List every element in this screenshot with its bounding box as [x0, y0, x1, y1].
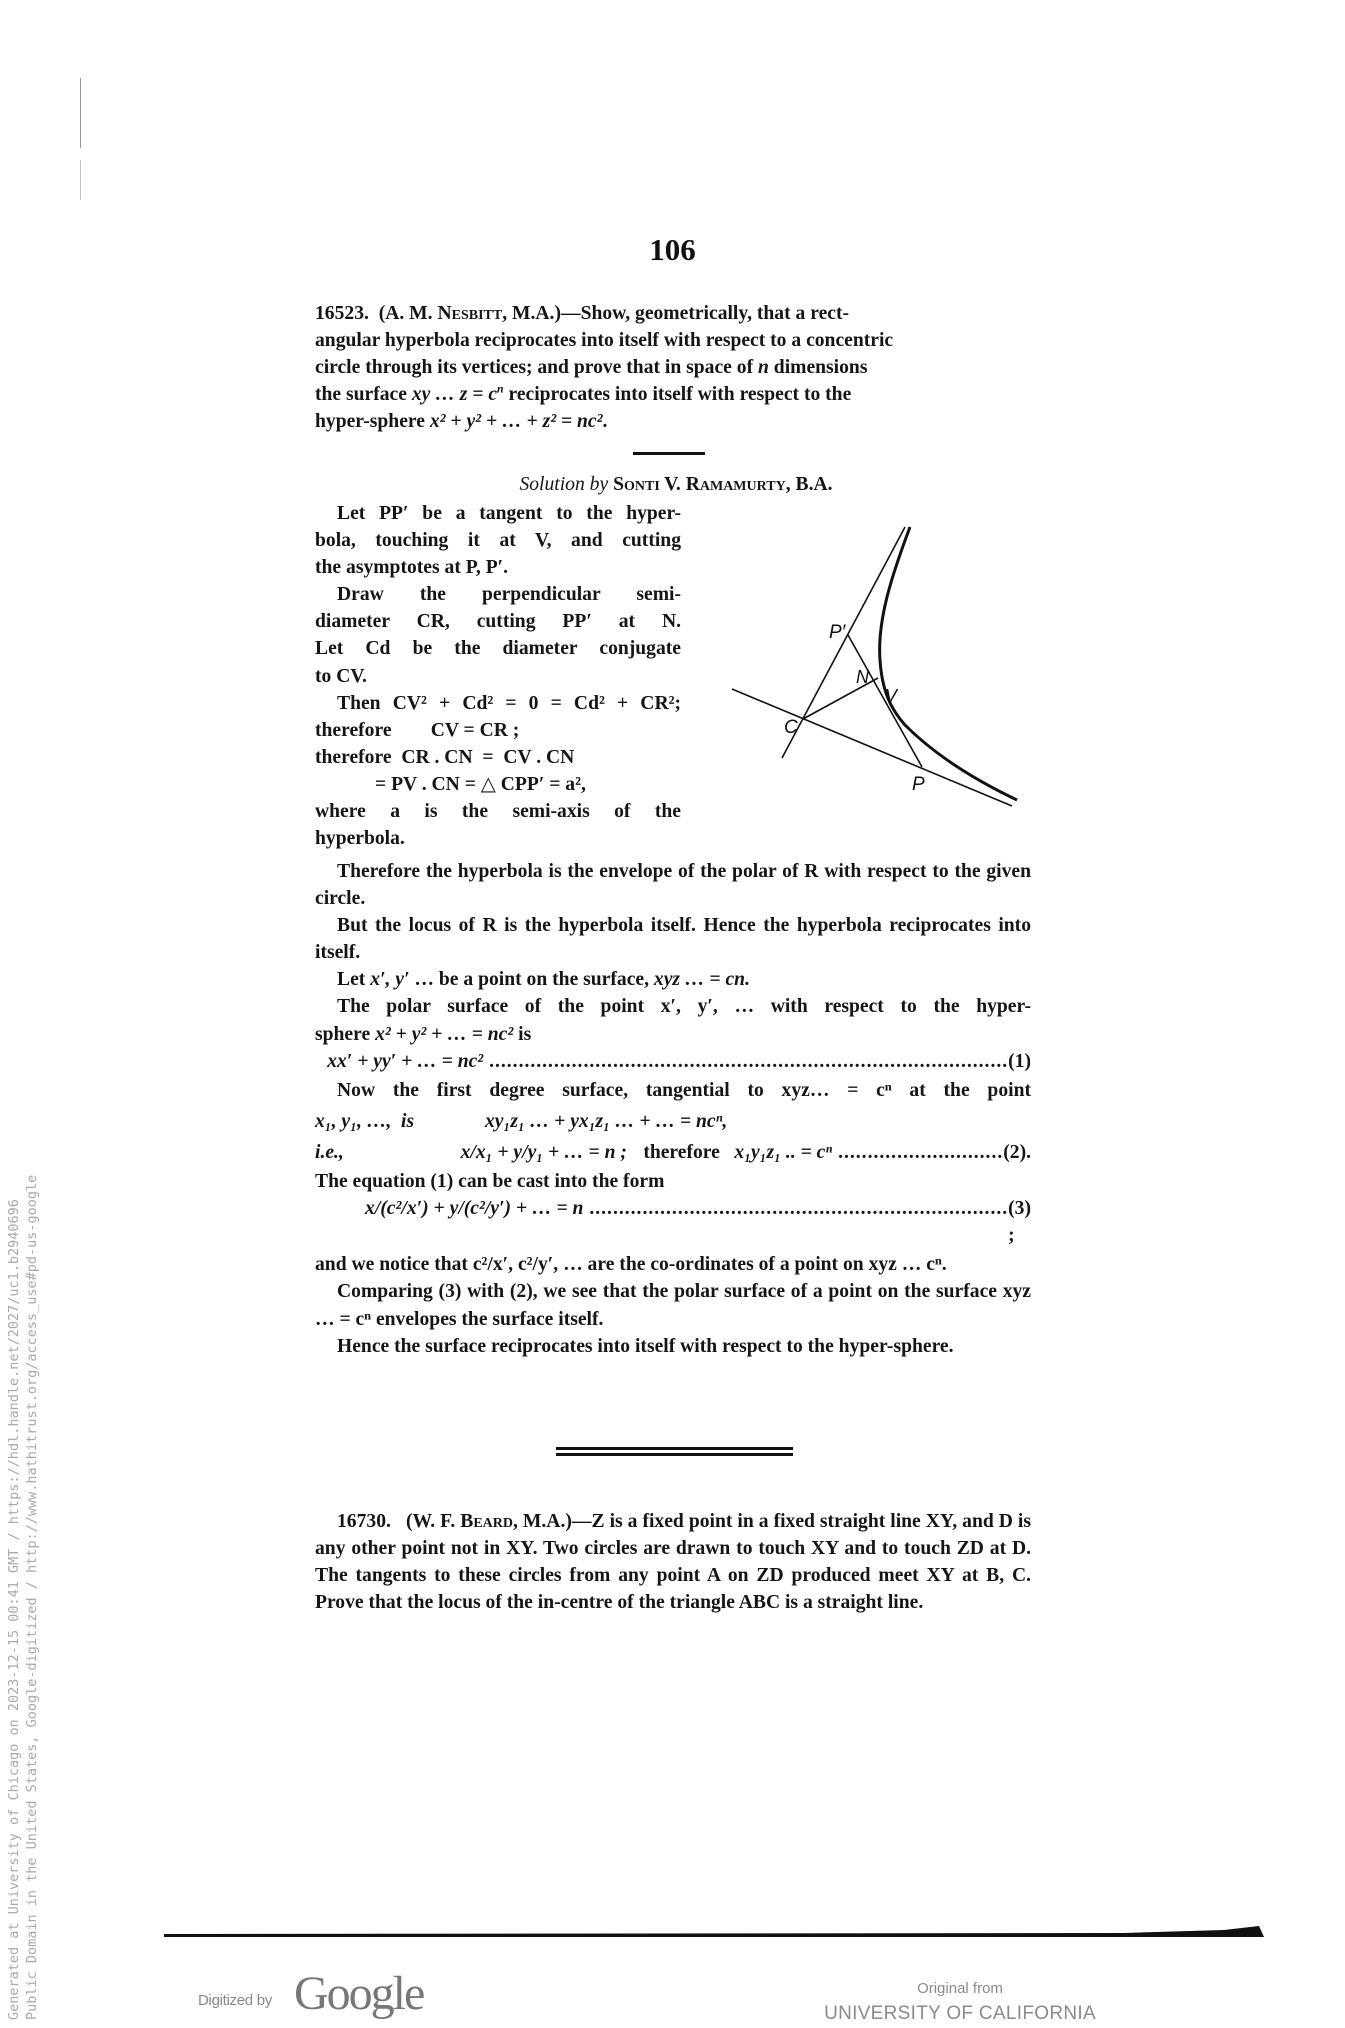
- solution-by-label: Solution by: [519, 474, 609, 495]
- text-line: hyperbola.: [315, 828, 405, 850]
- asymptote-2: [732, 689, 1012, 806]
- problem-number: 16523.: [315, 303, 369, 324]
- solver-degree: , B.A.: [785, 474, 833, 495]
- label-n: N: [856, 667, 869, 687]
- paragraph-hence: Hence the surface reciprocates into itself with respect to the hyper-sphere.: [337, 1335, 954, 1357]
- leader-dots: ............................: [832, 1141, 1004, 1163]
- university-label: UNIVERSITY OF CALIFORNIA: [824, 2003, 1096, 2024]
- equation-3: [315, 1195, 1031, 1249]
- paragraph-polar: The polar surface of the point x′, y′, … with respect to the hyper-: [337, 996, 1031, 1018]
- text-line: Let PP′ be a tangent to the hyper-: [337, 503, 681, 524]
- problem-number: 16730.: [337, 1511, 391, 1532]
- author-name: Beard: [460, 1511, 513, 1532]
- math-eq: xy … z = c: [411, 384, 498, 406]
- problem-16523-line-3: [315, 354, 1031, 381]
- math-line: x₁, y₁, …, is: [315, 1110, 415, 1132]
- tangent-point-line: [315, 1108, 1031, 1135]
- text-span: circle through its vertices; and prove that in space of: [315, 357, 758, 379]
- math-var: x′, y′: [370, 969, 410, 991]
- equation-label: (2).: [1003, 1141, 1031, 1163]
- paragraph: But the locus of R is the hyperbola itself. Hence the hyperbola reciprocates into itself.: [315, 915, 1031, 964]
- original-from-label: Original from: [917, 1980, 1003, 1997]
- solution-body: [315, 858, 1031, 1360]
- problem-16523-line-1: [315, 300, 1031, 327]
- text-line: to CV.: [315, 665, 367, 687]
- equation: xx′ + yy′ + … = nc²: [327, 1050, 484, 1072]
- leader-dots: .......................................................................: [583, 1198, 1009, 1220]
- math-eq: x² + y² + … = nc²: [375, 1023, 514, 1045]
- math-line: therefore CV = CR ;: [315, 719, 520, 741]
- author-prefix: (W. F.: [405, 1511, 461, 1532]
- paragraph-polar-cont: [315, 1021, 1031, 1048]
- label-p: P: [912, 774, 925, 795]
- text-span: … be a point on the surface,: [409, 969, 654, 991]
- scan-margin-mark: [80, 160, 81, 200]
- text-line: Draw the perpendicular semi-: [337, 584, 681, 606]
- math-eq: x² + y² + … + z² = nc²: [429, 411, 603, 433]
- problem-16523-line-2: angular hyperbola reciprocates into itself with respect to a concentric: [315, 330, 894, 352]
- text-span: therefore: [643, 1141, 720, 1163]
- problem-16523: [315, 300, 1031, 435]
- math-line: therefore CR . CN = CV . CN: [315, 746, 575, 768]
- solution-heading: [315, 471, 1031, 498]
- paragraph-let-point: [315, 966, 1031, 993]
- equation-label: (3) ;: [1008, 1198, 1031, 1247]
- equation: x₁y₁z₁ .. = cⁿ: [734, 1141, 833, 1163]
- equation-2: [315, 1139, 1031, 1166]
- paragraph: Therefore the hyperbola is the envelope of the polar of R with respect to the given circle.: [315, 861, 1031, 910]
- text-span: is: [513, 1023, 532, 1045]
- paragraph-cast: The equation (1) can be cast into the form: [315, 1171, 665, 1193]
- leader-dots: ........................................................................................: [483, 1050, 1009, 1072]
- text-span: .: [602, 411, 608, 433]
- watermark-line-2: Public Domain in the United States, Google-digitized / http://www.hathitrust.org/access_use#pd-us-google: [24, 1174, 40, 2020]
- scan-margin-mark: [80, 78, 81, 148]
- equation-label: (1): [1008, 1050, 1031, 1072]
- equation: xy₁z₁ … + yx₁z₁ … + … = ncⁿ,: [485, 1110, 728, 1132]
- math-sup: n: [497, 382, 504, 396]
- google-logo: Google: [294, 1967, 424, 2020]
- text-line: diameter CR, cutting PP′ at N.: [315, 611, 681, 633]
- hathitrust-watermark: [0, 980, 60, 2020]
- text-span: the surface: [315, 384, 412, 406]
- digitized-by-label: Digitized by: [198, 1992, 272, 2009]
- paragraph-comparing: Comparing (3) with (2), we see that the polar surface of a point on the surface xyz … = cⁿ envelopes the surface itself.: [315, 1281, 1031, 1330]
- author-suffix: , M.A.): [502, 303, 561, 324]
- hyperbola-figure: [720, 520, 1040, 820]
- problem-16523-line-4: [315, 381, 1031, 408]
- watermark-line-1: Generated at University of Chicago on 2023-12-15 00:41 GMT / https://hdl.handle.net/2027/uc1.b2940696: [6, 1199, 22, 2020]
- math-line: Then CV² + Cd² = 0 = Cd² + CR²;: [337, 692, 681, 714]
- text-line: where a is the semi-axis of the: [315, 801, 681, 823]
- text-span: reciprocates into itself with respect to the: [503, 384, 852, 406]
- label-p-prime: P′: [829, 622, 846, 643]
- page-bottom-rule: [164, 1925, 1264, 1939]
- math-eq: xyz … = cn.: [653, 969, 750, 991]
- paragraph-tangent: Now the first degree surface, tangential to xyz… = cⁿ at the point: [337, 1079, 1031, 1101]
- double-rule-bottom: [556, 1453, 793, 1456]
- text-span: dimensions: [768, 357, 868, 379]
- problem-16730: [315, 1508, 1031, 1616]
- label-v: V: [885, 686, 898, 706]
- text-line: the asymptotes at P, P′.: [315, 557, 509, 579]
- problem-text: —Show, geometrically, that a rect-: [560, 303, 850, 324]
- math-line: = PV . CN = △ CPP′ = a²,: [375, 773, 586, 795]
- ie-label: i.e.,: [315, 1141, 344, 1163]
- paragraph-notice: and we notice that c²/x′, c²/y′, … are the co-ordinates of a point on xyz … cⁿ.: [315, 1254, 947, 1276]
- problem-16523-line-5: [315, 408, 1031, 435]
- label-c: C: [784, 717, 798, 738]
- solution-left-column: [315, 500, 681, 852]
- page-number: 106: [649, 232, 696, 267]
- equation: x/(c²/x′) + y/(c²/y′) + … = n: [365, 1198, 584, 1220]
- author-name: Nesbitt: [437, 303, 503, 324]
- text-span: Let: [337, 969, 371, 991]
- equation-1: [315, 1048, 1031, 1075]
- text-line: bola, touching it at V, and cutting: [315, 530, 681, 552]
- double-rule-top: [556, 1447, 793, 1450]
- author-prefix: (A. M.: [378, 303, 438, 324]
- problem-text: —Z is a fixed point in a fixed straight line XY, and D is any other point not in XY. Two circles are drawn to touch XY and to touch ZD at D. The tangents to these circles from any point A on ZD produced meet XY at B, C. Prove that the locus of the in-centre of the triangle ABC is a straight line.: [315, 1511, 1031, 1614]
- text-span: sphere: [315, 1023, 376, 1045]
- author-suffix: , M.A.): [513, 1511, 572, 1532]
- text-span: hyper-sphere: [315, 411, 430, 433]
- text-line: Let Cd be the diameter conjugate: [315, 638, 681, 660]
- equation: x/x₁ + y/y₁ + … = n ;: [460, 1141, 627, 1163]
- solver-name: Sonti V. Ramamurty: [613, 474, 786, 495]
- section-divider: [633, 452, 705, 455]
- math-var: n: [758, 357, 769, 379]
- problem-16730-text: [315, 1508, 1031, 1616]
